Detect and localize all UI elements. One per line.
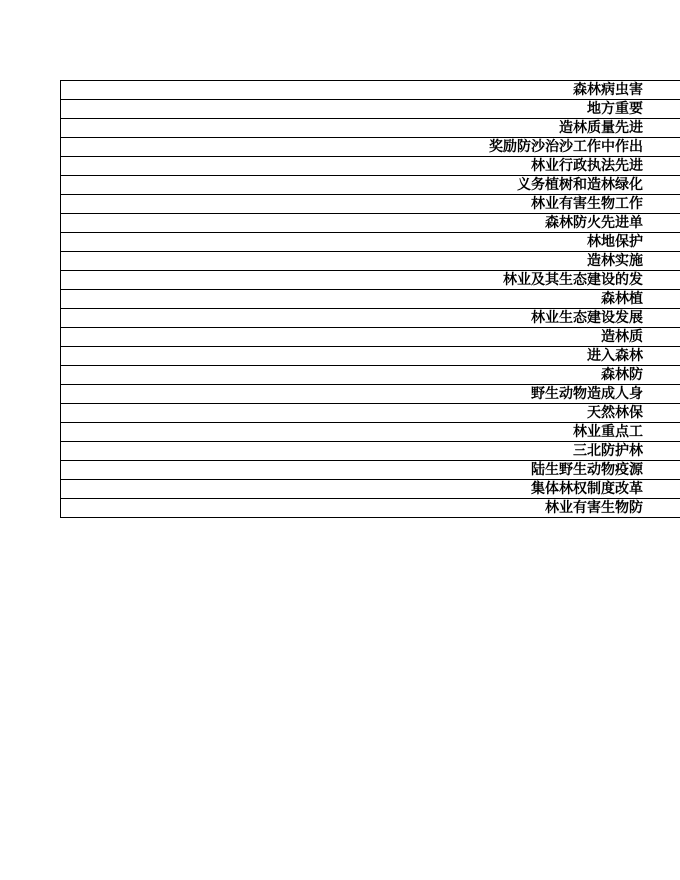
table-cell: 森林病虫害 [573, 82, 643, 98]
table [60, 80, 680, 518]
table-cell: 集体林权制度改革 [531, 481, 643, 497]
table-row [61, 290, 680, 309]
table-row [61, 252, 680, 271]
table-cell: 造林质 [601, 329, 643, 345]
table-cell: 天然林保 [587, 405, 643, 421]
table-row [61, 328, 680, 347]
table-cell: 林业有害生物防 [545, 500, 643, 516]
table-row [61, 347, 680, 366]
table-row [61, 366, 680, 385]
table-cell: 林业及其生态建设的发 [503, 272, 643, 288]
table-cell: 林业生态建设发展 [531, 310, 643, 326]
table-cell: 森林植 [601, 291, 643, 307]
table-cell: 奖励防沙治沙工作中作出 [489, 139, 643, 155]
table-row [61, 309, 680, 328]
table-cell: 造林实施 [587, 253, 643, 269]
table-row [61, 138, 680, 157]
table-row [61, 271, 680, 290]
table-cell: 三北防护林 [573, 443, 643, 459]
table-cell: 进入森林 [587, 348, 643, 364]
table-cell: 野生动物造成人身 [531, 386, 643, 402]
table-cell: 森林防火先进单 [545, 215, 643, 231]
table-cell: 林业行政执法先进 [531, 158, 643, 174]
table-row [61, 404, 680, 423]
table-row [61, 233, 680, 252]
table-row [61, 385, 680, 404]
table-row [61, 214, 680, 233]
table-row [61, 442, 680, 461]
table-cell: 林业重点工 [573, 424, 643, 440]
table-row [61, 81, 680, 100]
table-row [61, 176, 680, 195]
table-row [61, 480, 680, 499]
table-cell: 造林质量先进 [559, 120, 643, 136]
table-row [61, 195, 680, 214]
table-row [61, 461, 680, 480]
table-row [61, 100, 680, 119]
table-cell: 陆生野生动物疫源 [531, 462, 643, 478]
table-cell: 林业有害生物工作 [531, 196, 643, 212]
table-cell: 森林防 [601, 367, 643, 383]
table-cell: 林地保护 [587, 234, 643, 250]
table-cell: 地方重要 [587, 101, 643, 117]
table-row [61, 499, 680, 518]
table-row [61, 157, 680, 176]
table-row [61, 119, 680, 138]
table-cell: 义务植树和造林绿化 [517, 177, 643, 193]
table-row [61, 423, 680, 442]
